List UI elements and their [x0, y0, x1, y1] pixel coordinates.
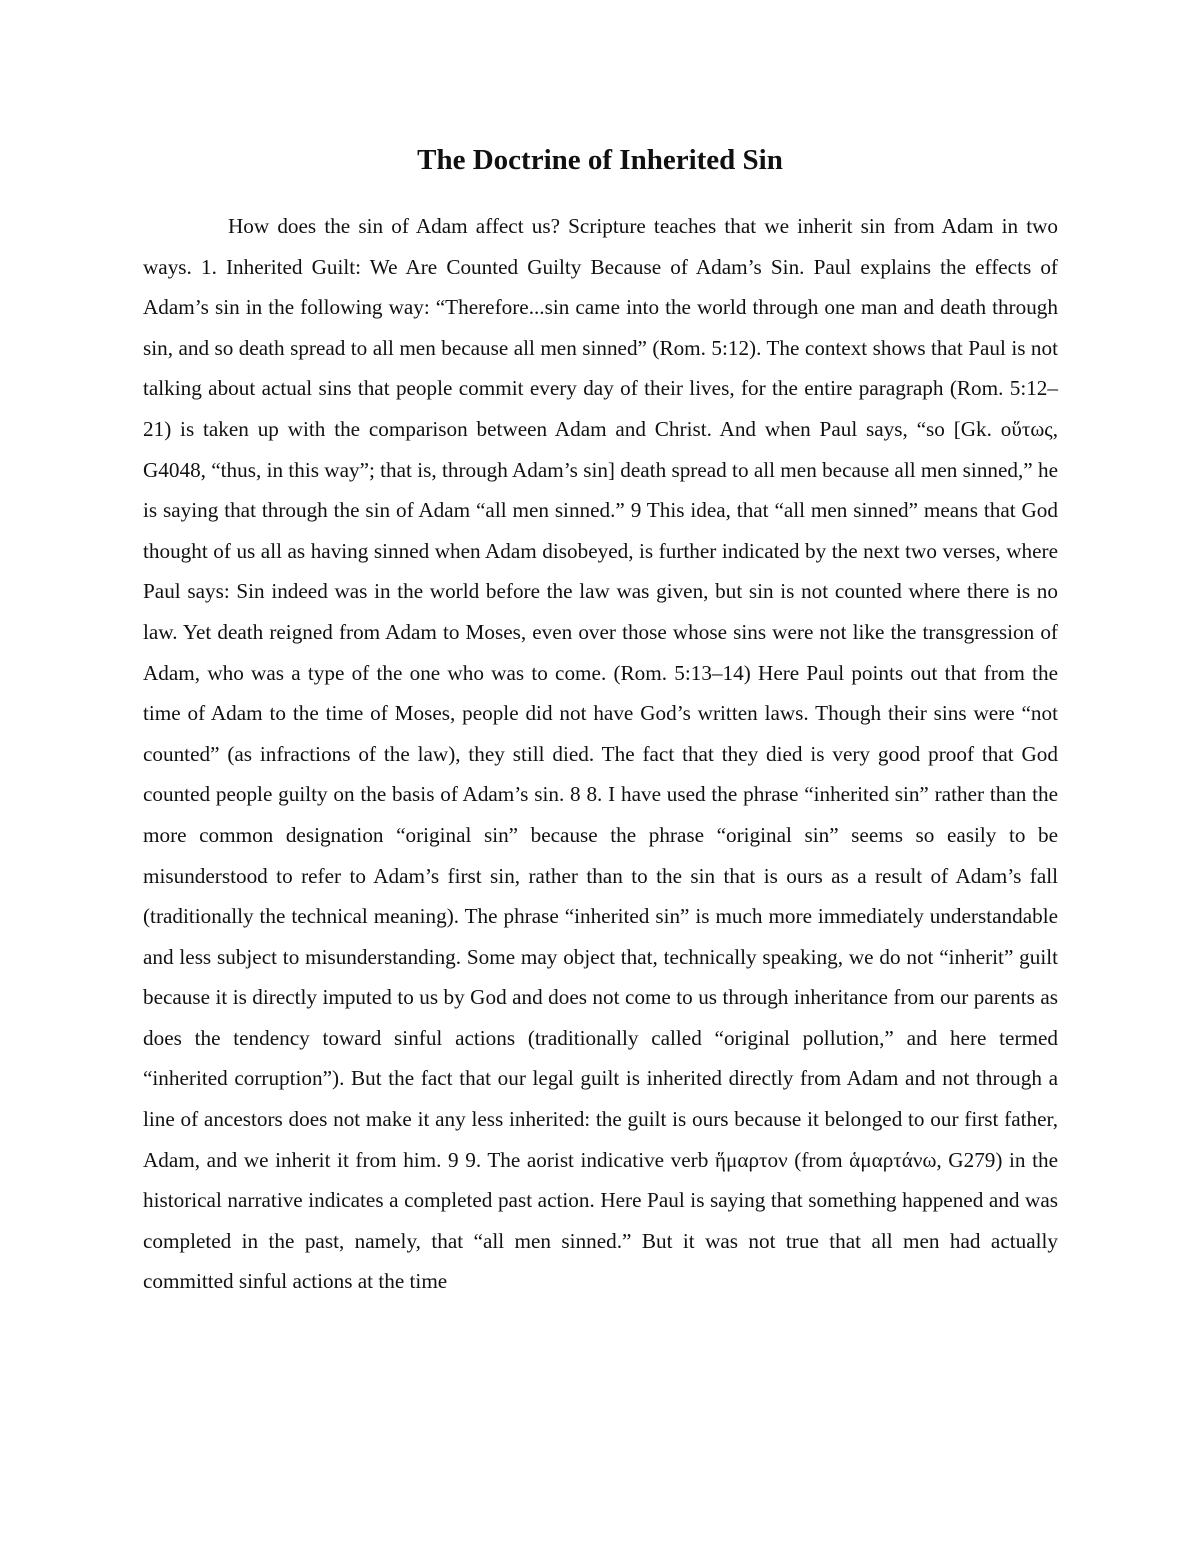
body-paragraph: How does the sin of Adam affect us? Scripture teaches that we inherit sin from Adam in two ways. 1. Inherited Guilt: We Are Counted Guilty Because of Adam’s Sin. Paul explains the effects of Adam’s sin in the following way: “Therefore...sin came into the world through one man and death through sin, and so death spread to all men because all men sinned” (Rom. 5:12). The context shows that Paul is not talking about actual sins that people commit every day of their lives, for the entire paragraph (Rom. 5:12–21) is taken up with the comparison between Adam and Christ. And when Paul says, “so [Gk. οὕτως, G4048, “thus, in this way”; that is, through Adam’s sin] death spread to all men because all men sinned,” he is saying that through the sin of Adam “all men sinned.” 9 This idea, that “all men sinned” means that God thought of us all as having sinned when Adam disobeyed, is further indicated by the next two verses, where Paul says: Sin indeed was in the world before the law was given, but sin is not counted where there is no law. Yet death reigned from Adam to Moses, even over those whose sins were not like the transgression of Adam, who was a type of the one who was to come. (Rom. 5:13–14) Here Paul points out that from the time of Adam to the time of Moses, people did not have God’s written laws. Though their sins were “not counted” (as infractions of the law), they still died. The fact that they died is very good proof that God counted people guilty on the basis of Adam’s sin. 8 8. I have used the phrase “inherited sin” rather than the more common designation “original sin” because the phrase “original sin” seems so easily to be misunderstood to refer to Adam’s first sin, rather than to the sin that is ours as a result of Adam’s fall (traditionally the technical meaning). The phrase “inherited sin” is much more immediately understandable and less subject to misunderstanding. Some may object that, technically speaking, we do not “inherit” guilt because it is directly imputed to us by God and does not come to us through inheritance from our parents as does the tendency toward sinful actions (traditionally called “original pollution,” and here termed “inherited corruption”). But the fact that our legal guilt is inherited directly from Adam and not through a line of ancestors does not make it any less inherited: the guilt is ours because it belonged to our first father, Adam, and we inherit it from him. 9 9. The aorist indicative verb ἥμαρτον (from ἁμαρτάνω, G279) in the historical narrative indicates a completed past action. Here Paul is saying that something happened and was completed in the past, namely, that “all men sinned.” But it was not true that all men had actually committed sinful actions at the time	[143, 214, 1058, 1294]
document-title: The Doctrine of Inherited Sin	[417, 144, 783, 176]
